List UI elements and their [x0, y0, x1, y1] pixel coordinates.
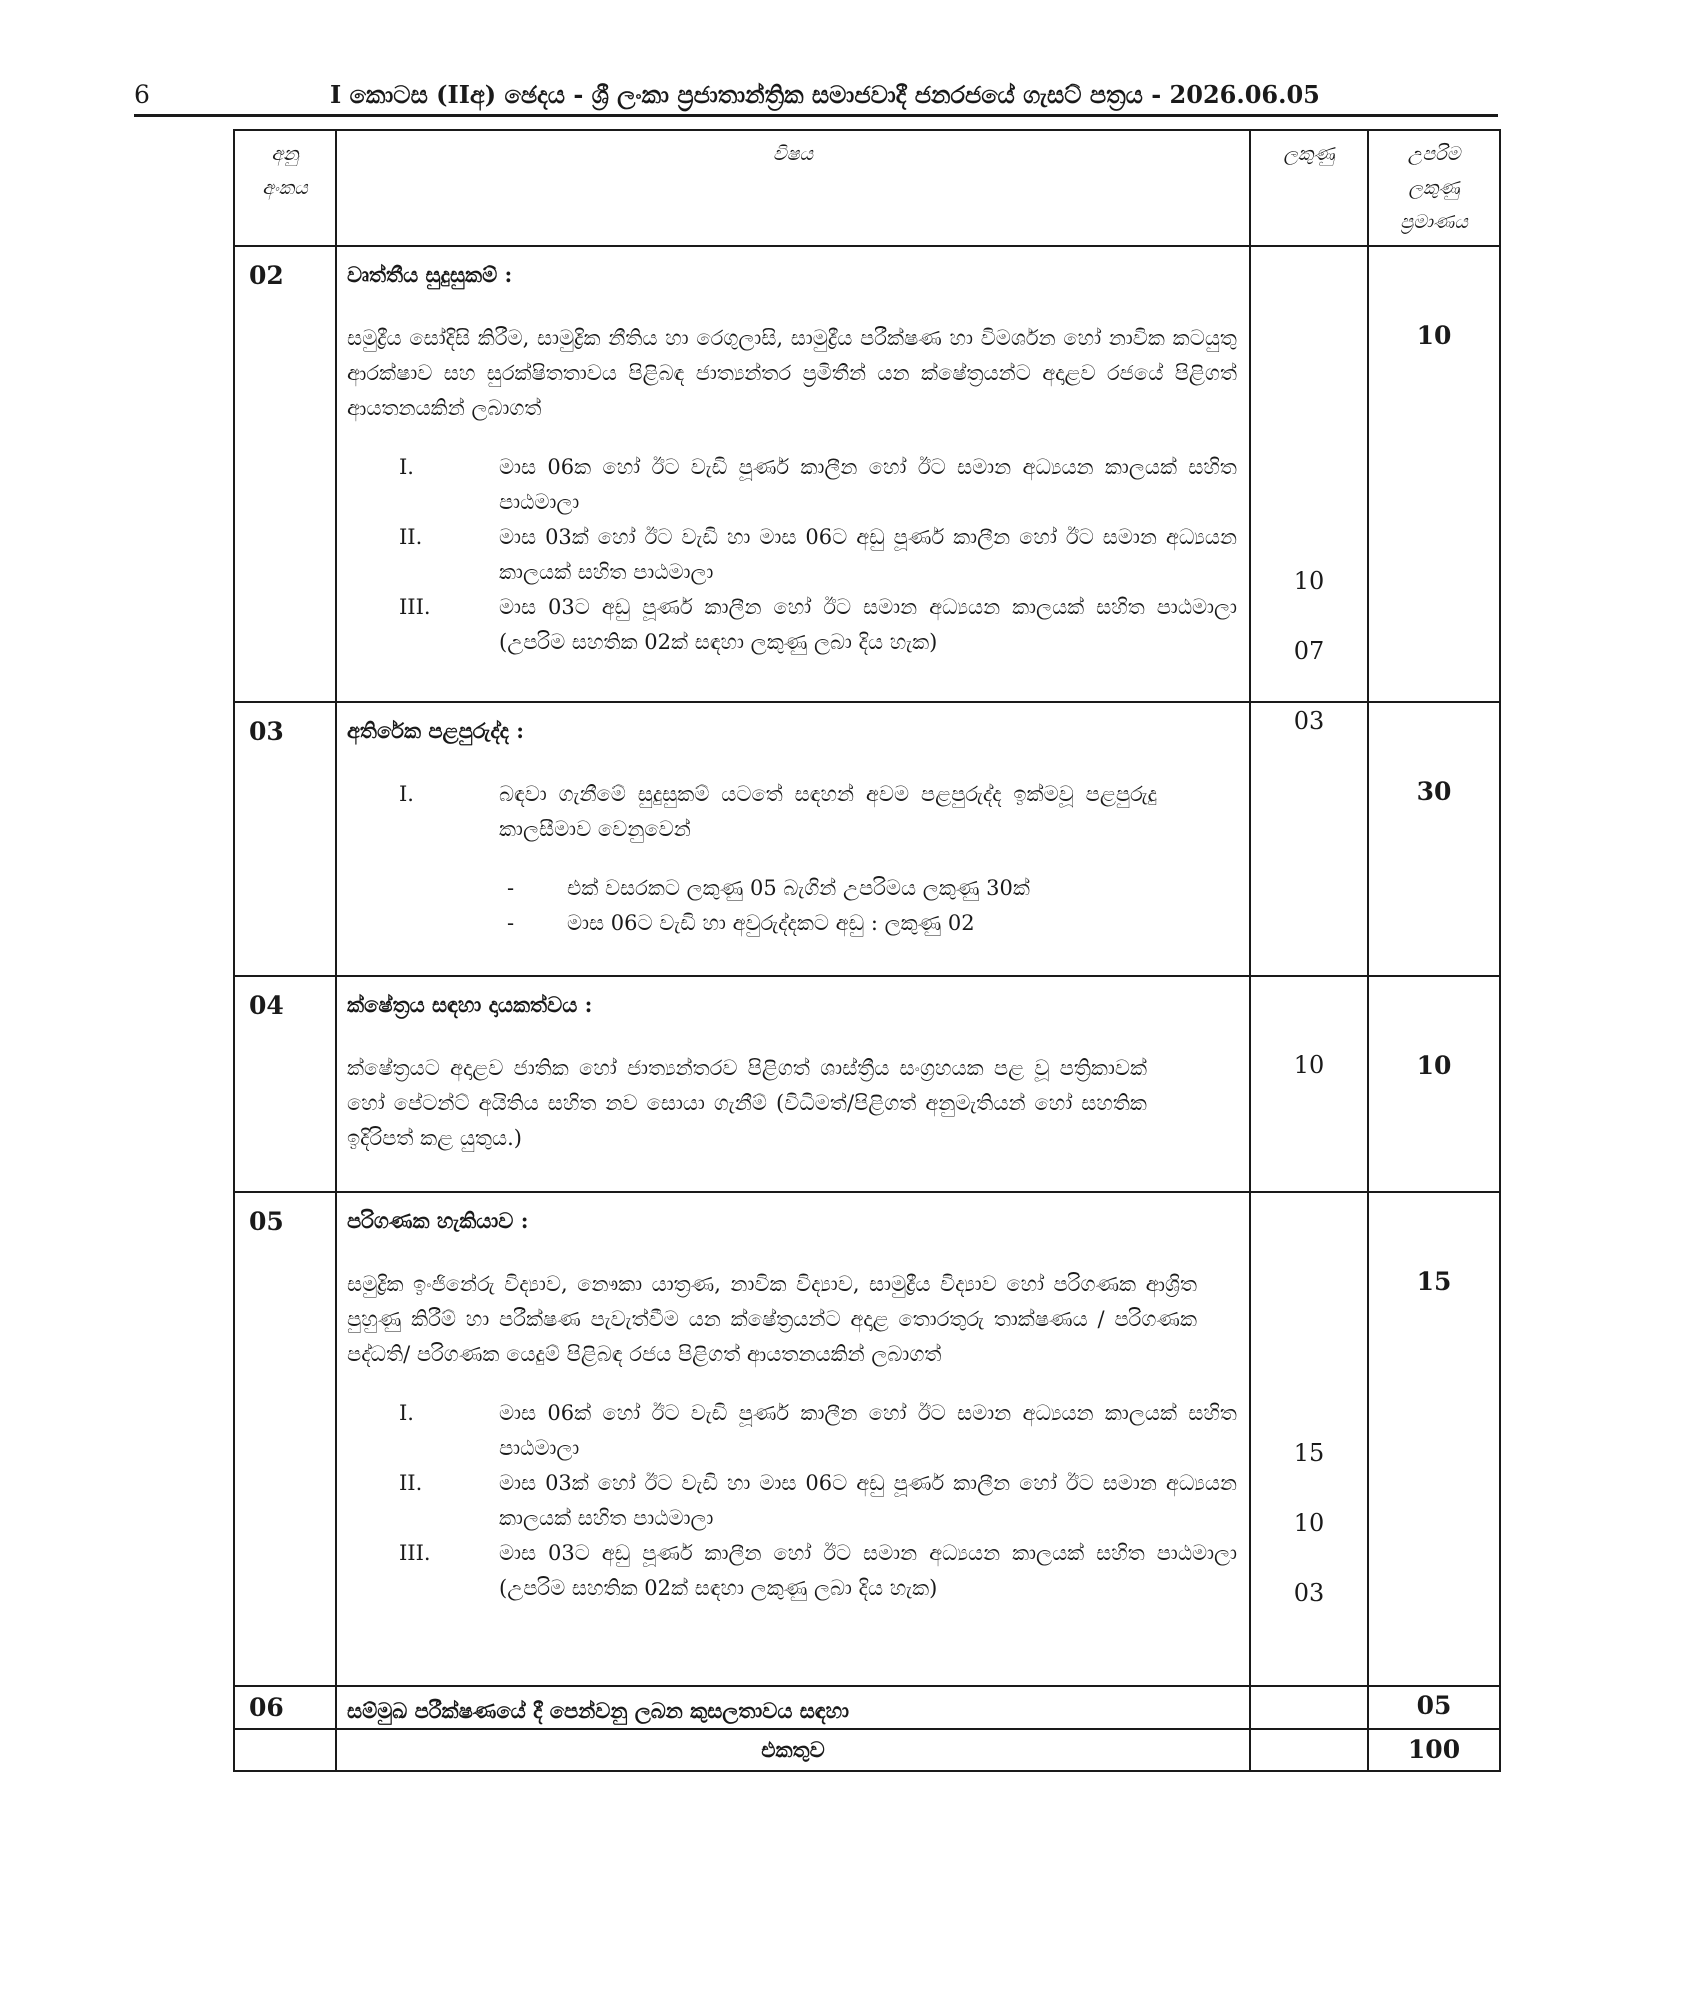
- item-number: II.: [399, 525, 423, 549]
- total-empty-cell: [1250, 1729, 1368, 1771]
- item-marks: 15: [1293, 1439, 1325, 1467]
- item-text: මාස 03ට අඩු පූර්ණ කාලීන හෝ ඊට සමාන අධ්‍යයන කාලයක් සහිත පාඨමාලා (උපරිම සහතික 02ක් සඳහා ලකුණු ලබා දිය හැක): [499, 1541, 1237, 1600]
- row-marks: [1250, 702, 1368, 976]
- item-number: I.: [399, 782, 414, 806]
- table-row: [234, 246, 1500, 702]
- list-item: [347, 520, 1237, 590]
- gazette-header-title: I කොටස (IIඅ) ඡෙදය - ශ්‍රී ලංකා ප්‍රජාතාන්ත්‍රික සමාජවාදී ජනරජයේ ගැසට් පත්‍රය - 2026.06.05: [330, 80, 1320, 109]
- section-title: අතිරේක පළපුරුද්ද :: [347, 718, 525, 743]
- item-text: මාස 03ට අඩු පූර්ණ කාලීන හෝ ඊට සමාන අධ්‍යයන කාලයක් සහිත පාඨමාලා (උපරිම සහතික 02ක් සඳහා ලකුණු ලබා දිය හැක): [499, 595, 1237, 654]
- section-title: වෘත්තීය සුදුසුකම් :: [347, 262, 513, 287]
- item-list: [347, 777, 1237, 847]
- item-number: I.: [399, 455, 414, 479]
- row-serial: 02: [234, 246, 336, 702]
- section-marks: 10: [1293, 1051, 1325, 1079]
- row-serial: 06: [234, 1686, 336, 1729]
- item-marks: 07: [1293, 637, 1325, 665]
- table-row: [234, 1192, 1500, 1686]
- item-marks: 10: [1293, 1509, 1325, 1537]
- row-subject: [336, 976, 1250, 1192]
- item-list: [347, 450, 1237, 660]
- item-number: I.: [399, 1401, 414, 1425]
- row-marks: [1250, 1192, 1368, 1686]
- row-serial: 03: [234, 702, 336, 976]
- row-max-marks: [1368, 1192, 1500, 1686]
- item-marks: 10: [1293, 567, 1325, 595]
- item-number: III.: [399, 595, 431, 619]
- total-row: [234, 1729, 1500, 1771]
- header-max-marks: උපරිම ලකුණු ප්‍රමාණය: [1368, 130, 1500, 246]
- section-description: ක්ෂේත්‍රයට අදාළව ජාතික හෝ ජාත්‍යන්තරව පිළිගත් ශාස්ත්‍රීය සංග්‍රහයක පළ වූ පත්‍රිකාවක් හෝ පේටන්ට් අයිතිය සහිත නව සොයා ගැනීම් (විධිමත්/පිළිගත් අනුමැතියන් හෝ සහතික ඉදිරිපත් කළ යුතුය.): [347, 1056, 1147, 1150]
- dash-text: මාස 06ට වැඩි හා අවුරුද්දකට අඩු : ලකුණු 02: [567, 911, 975, 935]
- row-max-marks: [1368, 246, 1500, 702]
- list-item: [347, 450, 1237, 520]
- row-marks: [1250, 976, 1368, 1192]
- item-number: II.: [399, 1471, 423, 1495]
- row-serial: 05: [234, 1192, 336, 1686]
- total-label: එකතුව: [336, 1729, 1250, 1771]
- max-marks-value: 15: [1416, 1267, 1452, 1296]
- section-description: සමුද්‍රික ඉංජිනේරු විද්‍යාව, නෞකා යාත්‍රණ, නාවික විද්‍යාව, සාමුද්‍රීය විද්‍යාව හෝ පරිගණක ආශ්‍රිත පුහුණු කිරීම් හා පරීක්ෂණ පැවැත්වීම යන ක්ෂේත්‍රයන්ට අදාළ තොරතුරු තාක්ෂණය / පරිගණක පද්ධති/ පරිගණක යෙදුම් පිළිබඳ රජය පිළිගත් ආයතනයකින් ලබාගත්: [347, 1272, 1197, 1366]
- table-row: [234, 702, 1500, 976]
- dash-text: එක් වසරකට ලකුණු 05 බැගින් උපරිමය ලකුණු 30ක්: [567, 876, 1030, 900]
- header-subject: විෂය: [336, 130, 1250, 246]
- row-max-marks: [1368, 976, 1500, 1192]
- list-item: [347, 906, 1237, 941]
- list-item: [347, 1396, 1237, 1466]
- row-subject: [336, 702, 1250, 976]
- dash-marker: -: [507, 911, 515, 935]
- item-marks: 03: [1293, 707, 1325, 735]
- header-serial-no: අනු අංකය: [234, 130, 336, 246]
- page-number: 6: [134, 80, 150, 109]
- max-marks-value: 30: [1416, 777, 1452, 806]
- row-marks: [1250, 246, 1368, 735]
- item-text: මාස 06ක් හෝ ඊට වැඩි පූර්ණ කාලීන හෝ ඊට සමාන අධ්‍යයන කාලයක් සහිත පාඨමාලා: [499, 1401, 1237, 1460]
- row-max-marks: 05: [1368, 1686, 1500, 1729]
- table-row: [234, 1686, 1500, 1729]
- list-item: [347, 1536, 1237, 1606]
- item-text: මාස 03ක් හෝ ඊට වැඩි හා මාස 06ට අඩු පූර්ණ කාලීන හෝ ඊට සමාන අධ්‍යයන කාලයක් සහිත පාඨමාලා: [499, 525, 1237, 584]
- item-text: මාස 06ක හෝ ඊට වැඩි පූර්ණ කාලීන හෝ ඊට සමාන අධ්‍යයන කාලයක් සහිත පාඨමාලා: [499, 455, 1237, 514]
- item-marks: 03: [1293, 1579, 1325, 1607]
- row-subject: [336, 246, 1250, 702]
- max-marks-value: 10: [1416, 1051, 1452, 1080]
- row-subject: [336, 1192, 1250, 1686]
- row-serial: 04: [234, 976, 336, 1192]
- item-number: III.: [399, 1541, 431, 1565]
- table-header-row: [234, 130, 1500, 246]
- header-rule: [134, 114, 1498, 117]
- list-item: [347, 1466, 1237, 1536]
- max-marks-value: 10: [1416, 321, 1452, 350]
- item-text: බඳවා ගැනීමේ සුදුසුකම් යටතේ සඳහන් අවම පළපුරුද්ද ඉක්මවූ පළපුරුදු කාලසීමාව වෙනුවෙන්: [499, 782, 1157, 841]
- header-marks: ලකුණු: [1250, 130, 1368, 246]
- list-item: [347, 777, 1237, 847]
- list-item: [347, 871, 1237, 906]
- dash-list: [347, 871, 1237, 941]
- list-item: [347, 590, 1237, 660]
- dash-marker: -: [507, 876, 515, 900]
- row-max-marks: [1368, 702, 1500, 976]
- item-list: [347, 1396, 1237, 1606]
- section-title: පරිගණක හැකියාව :: [347, 1208, 529, 1233]
- total-value: 100: [1368, 1729, 1500, 1771]
- item-text: මාස 03ක් හෝ ඊට වැඩි හා මාස 06ට අඩු පූර්ණ කාලීන හෝ ඊට සමාන අධ්‍යයන කාලයක් සහිත පාඨමාලා: [499, 1471, 1237, 1530]
- section-description: සමුද්‍රීය සෝදිසි කිරීම, සාමුද්‍රික නීතිය හා රෙගුලාසි, සාමුද්‍රීය පරීක්ෂණ හා විමර්ශන හෝ නාවික කටයුතු ආරක්ෂාව සහ සුරක්ෂිතතාවය පිළිබඳ ජාත්‍යන්තර ප්‍රමිතීන් යන ක්ෂේත්‍රයන්ට අදාළව රජයේ පිළිගත් ආයතනයකින් ලබාගත්: [347, 326, 1237, 420]
- page-header: [134, 74, 1498, 114]
- table-row: [234, 976, 1500, 1192]
- row-subject: සම්මුඛ පරීක්ෂණයේ දී පෙන්වනු ලබන කුසලතාවය සඳහා: [336, 1686, 1250, 1729]
- marking-scheme-table: [233, 129, 1501, 1772]
- total-empty-cell: [234, 1729, 336, 1771]
- row-marks: [1250, 1686, 1368, 1729]
- section-title: ක්ෂේත්‍රය සඳහා දායකත්වය :: [347, 992, 593, 1017]
